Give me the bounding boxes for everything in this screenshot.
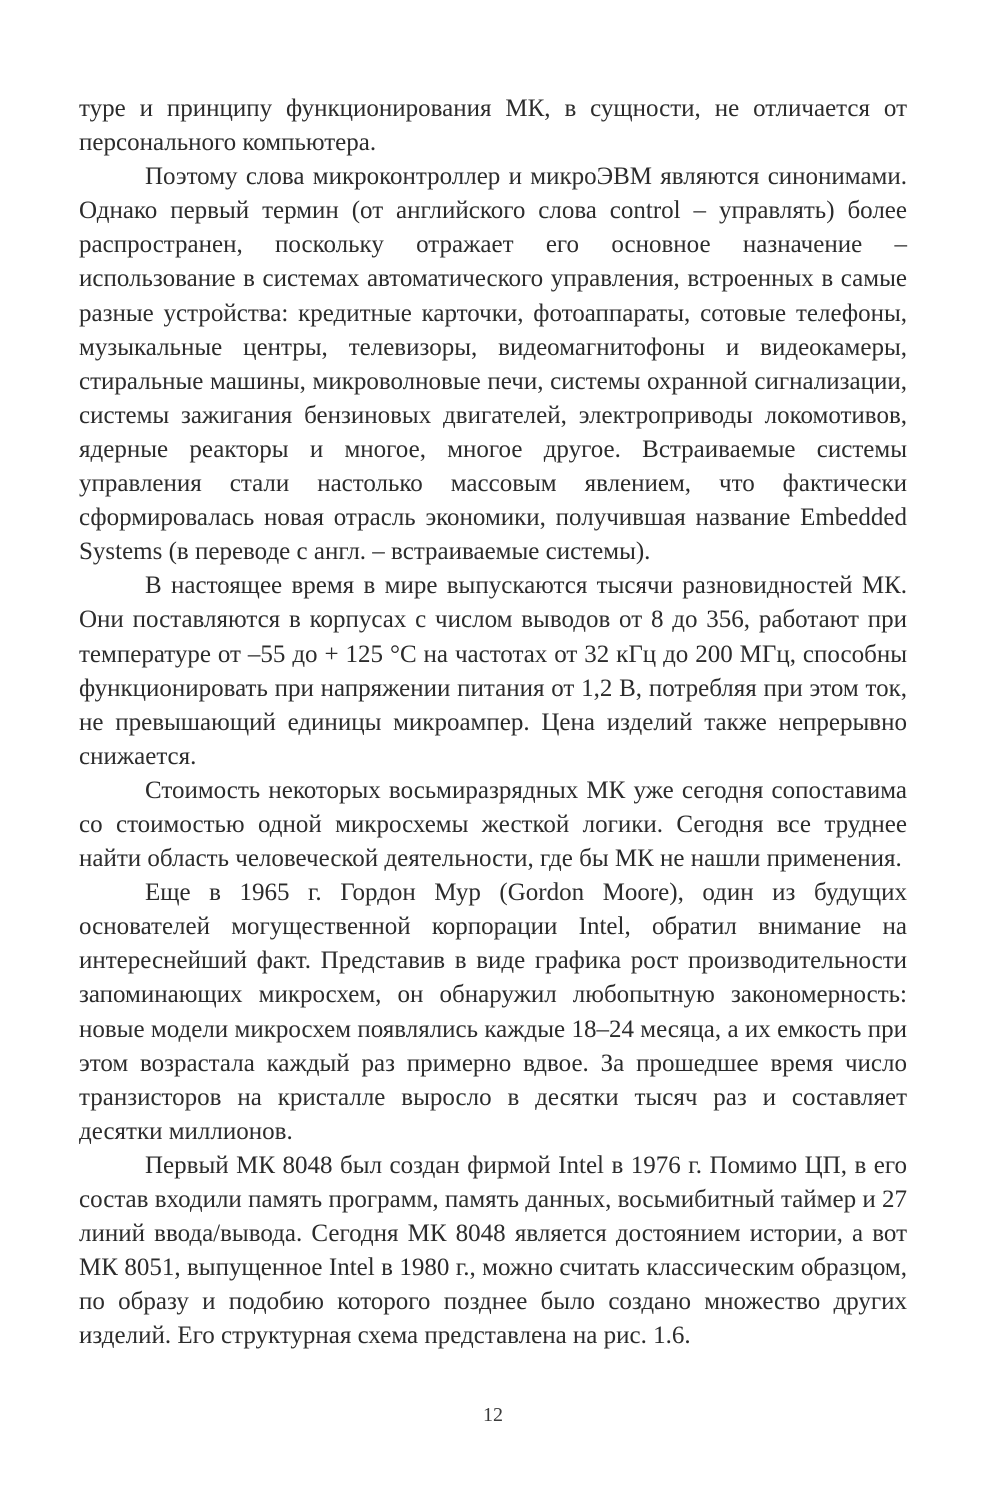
paragraph-5: Еще в 1965 г. Гордон Мур (Gordon Moore), один из будущих основателей могущественной корпорации Intel, обратил внимание на интереснейший факт. Представив в виде графика рост производительности запоминающих микросхем, он обнаружил любопытную закономерность: новые модели микросхем появлялись каждые 18–24 месяца, а их емкость при этом возрастала каждый раз примерно вдвое. За прошедшее время число транзисторов на кристалле выросло в десятки тысяч раз и составляет десятки миллионов.	[79, 879, 907, 1145]
body-text	[79, 92, 907, 1353]
paragraph-6: Первый МК 8048 был создан фирмой Intel в 1976 г. Помимо ЦП, в его состав входили память программ, память данных, восьмибитный таймер и 27 линий ввода/вывода. Сегодня МК 8048 является достоянием истории, а вот МК 8051, выпущенное Intel в 1980 г., можно считать классическим образцом, по образу и подобию которого позднее было создано множество других изделий. Его структурная схема представлена на рис. 1.6.	[79, 1151, 907, 1350]
page-number: 12	[483, 1404, 503, 1426]
book-page	[79, 0, 907, 1505]
paragraph-3: В настоящее время в мире выпускаются тысячи разновидностей МК. Они поставляются в корпусах с числом выводов от 8 до 356, работают при температуре от –55 до + 125 °С на частотах от 32 кГц до 200 МГц, способны функционировать при напряжении питания от 1,2 В, потребляя при этом ток, не превышающий единицы микроампер. Цена изделий также непрерывно снижается.	[79, 572, 907, 770]
paragraph-1: туре и принципу функционирования МК, в сущности, не отличается от персонального компьютера.	[79, 95, 907, 157]
paragraph-2: Поэтому слова микроконтроллер и микроЭВМ являются синонимами. Однако первый термин (от английского слова control – управлять) более распространен, поскольку отражает его основное назначение – использование в системах автоматического управления, встроенных в самые разные устройства: кредитные карточки, фотоаппараты, сотовые телефоны, музыкальные центры, телевизоры, видеомагнитофоны и видеокамеры, стиральные машины, микроволновые печи, системы охранной сигнализации, системы зажигания бензиновых двигателей, электроприводы локомотивов, ядерные реакторы и многое, многое другое. Встраиваемые системы управления стали настолько массовым явлением, что фактически сформировалась новая отрасль экономики, получившая название Embedded Systems (в переводе с англ. – встраиваемые системы).	[79, 163, 907, 566]
paragraph-4: Стоимость некоторых восьмиразрядных МК уже сегодня сопоставима со стоимостью одной микросхемы жесткой логики. Сегодня все труднее найти область человеческой деятельности, где бы МК не нашли применения.	[79, 776, 907, 873]
